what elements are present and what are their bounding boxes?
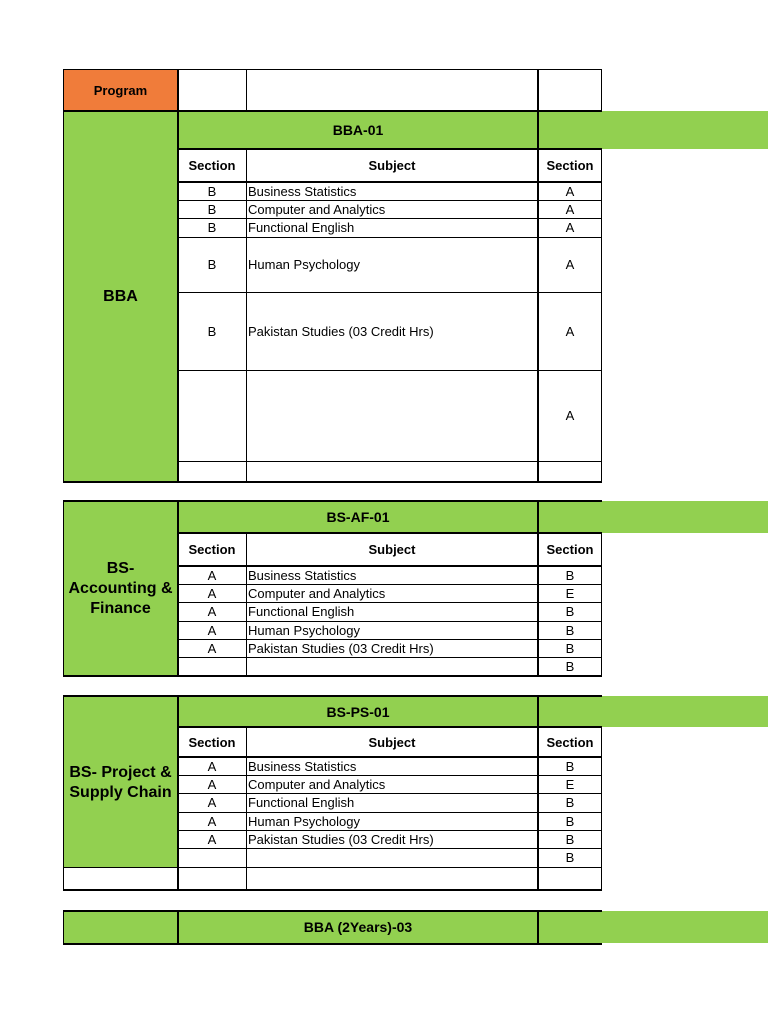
section-right-value: A — [565, 220, 575, 235]
col-header-section-left: Section — [188, 158, 236, 173]
subject-value: Pakistan Studies (03 Credit Hrs) — [248, 640, 434, 656]
grid-line — [537, 696, 539, 891]
subject-value: Human Psychology — [248, 257, 360, 272]
section-left-value: A — [207, 795, 217, 810]
section-right-value: B — [565, 659, 575, 674]
section-right-value: E — [565, 776, 575, 792]
grid-line — [601, 69, 602, 111]
section-left-value: A — [207, 604, 217, 619]
block-code-bs-ps: BS-PS-01 — [326, 703, 390, 720]
subject-value: Computer and Analytics — [248, 585, 386, 601]
section-right-value: B — [565, 567, 575, 583]
section-left-value: B — [207, 183, 217, 199]
section-right-value: E — [565, 585, 575, 601]
subject-value — [246, 461, 538, 482]
grid-line — [246, 727, 247, 891]
section-right-value: A — [565, 257, 575, 272]
col-header-section-right: Section — [546, 734, 594, 750]
section-left-value — [178, 848, 246, 867]
section-right-value: A — [565, 408, 575, 423]
subject-value: Functional English — [248, 220, 355, 235]
grid-line — [177, 501, 179, 677]
grid-line — [177, 911, 179, 945]
grid-line — [63, 500, 602, 502]
section-left-value: A — [207, 831, 217, 847]
grid-line — [63, 889, 602, 891]
section-right-value — [538, 461, 602, 482]
grid-line — [63, 695, 602, 697]
section-right-value: B — [565, 604, 575, 619]
section-left-value: B — [207, 201, 217, 217]
grid-line — [177, 696, 179, 891]
grid-line — [537, 911, 539, 945]
section-right-value: B — [565, 758, 575, 774]
section-left-value — [178, 461, 246, 482]
grid-line — [63, 867, 602, 868]
grid-line — [63, 69, 64, 483]
grid-line — [63, 943, 602, 945]
section-left-value: A — [207, 813, 217, 829]
subject-value: Business Statistics — [248, 567, 357, 583]
grid-line — [246, 69, 247, 111]
subject-value — [246, 848, 538, 867]
col-header-section-right: Section — [546, 542, 594, 557]
section-left-value — [178, 370, 246, 461]
grid-line — [601, 149, 602, 483]
grid-line — [537, 69, 539, 483]
section-left-value: A — [207, 776, 217, 792]
program-header-label: Program — [93, 82, 148, 98]
block-code-bs-af: BS-AF-01 — [326, 509, 390, 525]
col-header-section-left: Section — [188, 734, 236, 750]
subject-value — [246, 370, 538, 461]
section-left-value — [178, 867, 246, 890]
section-right-value: B — [565, 850, 575, 865]
subject-value: Functional English — [248, 604, 355, 619]
section-right-value: A — [565, 201, 575, 217]
subject-value — [246, 867, 538, 890]
grid-line — [537, 501, 539, 677]
subject-value: Pakistan Studies (03 Credit Hrs) — [248, 323, 434, 339]
section-left-value: A — [207, 758, 217, 774]
grid-line — [246, 149, 247, 483]
section-left-value: A — [207, 567, 217, 583]
section-left-value: A — [207, 640, 217, 656]
col-header-section-left: Section — [188, 542, 236, 557]
section-right-value: B — [565, 831, 575, 847]
section-right-value: A — [565, 323, 575, 339]
grid-line — [63, 481, 602, 483]
grid-line — [63, 910, 602, 912]
grid-line — [601, 727, 602, 891]
section-left-value: B — [207, 257, 217, 272]
program-name-bs-ps: BS- Project & Supply Chain — [69, 764, 172, 801]
subject-value: Functional English — [248, 795, 355, 810]
subject-value: Computer and Analytics — [248, 201, 386, 217]
grid-line — [177, 69, 179, 483]
section-left-value: B — [207, 323, 217, 339]
section-right-value — [538, 867, 602, 890]
subject-value — [246, 657, 538, 676]
subject-value: Pakistan Studies (03 Credit Hrs) — [248, 831, 434, 847]
section-right-value: B — [565, 795, 575, 810]
subject-value: Human Psychology — [248, 622, 360, 638]
section-right-value: B — [565, 813, 575, 829]
grid-line — [246, 533, 247, 677]
subject-value: Computer and Analytics — [248, 776, 386, 792]
section-right-value: B — [565, 640, 575, 656]
subject-value: Business Statistics — [248, 758, 357, 774]
grid-line — [63, 675, 602, 677]
grid-line — [63, 696, 64, 891]
grid-line — [63, 501, 64, 677]
section-left-value: A — [207, 585, 217, 601]
col-header-subject: Subject — [368, 158, 416, 173]
grid-line — [63, 110, 602, 112]
grid-line — [63, 911, 64, 945]
section-right-value: A — [565, 183, 575, 199]
subject-value: Business Statistics — [248, 183, 357, 199]
col-header-subject: Subject — [368, 542, 416, 557]
section-left-value: B — [207, 220, 217, 235]
section-left-value — [178, 657, 246, 676]
block-code-bba-2y: BBA (2Years)-03 — [303, 919, 413, 935]
grid-line — [63, 69, 602, 70]
col-header-section-right: Section — [546, 158, 594, 173]
col-header-subject: Subject — [368, 734, 416, 750]
program-name-bba: BBA — [103, 288, 138, 305]
subject-value: Human Psychology — [248, 813, 360, 829]
section-left-value: A — [207, 622, 217, 638]
program-name-bs-af: BS- Accounting & Finance — [68, 560, 173, 617]
grid-line — [601, 533, 602, 677]
block-code-bba: BBA-01 — [332, 122, 384, 138]
section-right-value: B — [565, 622, 575, 638]
